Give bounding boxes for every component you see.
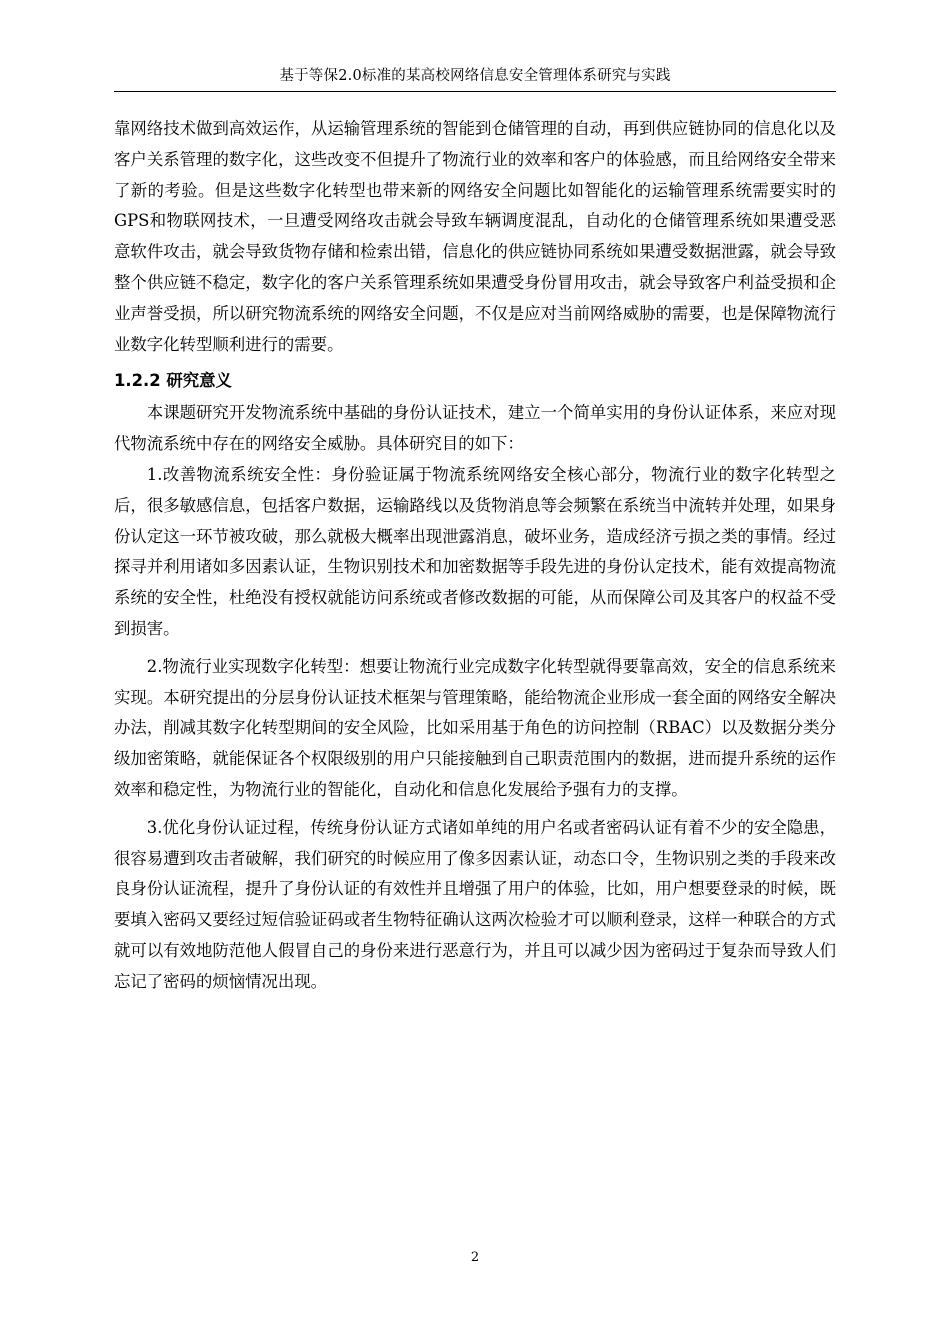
paragraph-item-3: 3.优化身份认证过程，传统身份认证方式诸如单纯的用户名或者密码认证有着不少的安全隐患，很容易遭到攻击者破解，我们研究的时候应用了像多因素认证，动态口令，生物识别之类的手段来改良身份认证流程，提升了身份认证的有效性并且增强了用户的体验，比如，用户想要登录的时候，既要填入密码又要经过短信验证码或者生物特征确认这两次检验才可以顺利登录，这样一种联合的方式就可以有效地防范他人假冒自己的身份来进行恶意行为，并且可以减少因为密码过于复杂而导致人们忘记了密码的烦恼情况出现。 (114, 817, 836, 991)
page-number: 2 (470, 1250, 480, 1265)
section-heading: 1.2.2 研究意义 (114, 371, 232, 391)
paragraph-gap (114, 806, 836, 813)
paragraph-purpose: 本课题研究开发物流系统中基础的身份认证技术，建立一个简单实用的身份认证体系，来应对现代物流系统中存在的网络安全威胁。具体研究目的如下： (114, 403, 836, 454)
paragraph-item-2: 2.物流行业实现数字化转型：想要让物流行业完成数字化转型就得要靠高效，安全的信息系统来实现。本研究提出的分层身份认证技术框架与管理策略，能给物流企业形成一套全面的网络安全解决办法，削减其数字化转型期间的安全风险，比如采用基于角色的访问控制（RBAC）以及数据分类分级加密策略，就能保证各个权限级别的用户只能接触到自己职责范围内的数据，进而提升系统的运作效率和稳定性，为物流行业的智能化，自动化和信息化发展给予强有力的支撑。 (114, 656, 836, 799)
paragraph-item-1: 1.改善物流系统安全性：身份验证属于物流系统网络安全核心部分，物流行业的数字化转型之后，很多敏感信息，包括客户数据，运输路线以及货物消息等会频繁在系统当中流转并处理，如果身份认定这一环节被攻破，那么就极大概率出现泄露消息，破坏业务，造成经济亏损之类的事情。经过探寻并利用诸如多因素认证，生物识别技术和加密数据等手段先进的身份认定技术，能有效提高物流系统的安全性，杜绝没有授权就能访问系统或者修改数据的可能，从而保障公司及其客户的权益不受到损害。 (114, 464, 836, 638)
paragraph-intro: 靠网络技术做到高效运作，从运输管理系统的智能到仓储管理的自动，再到供应链协同的信息化以及客户关系管理的数字化，这些改变不但提升了物流行业的效率和客户的体验感，而且给网络安全带来了新的考验。但是这些数字化转型也带来新的网络安全问题比如智能化的运输管理系统需要实时的GPS和物联网技术，一旦遭受网络攻击就会导致车辆调度混乱，自动化的仓储管理系统如果遭受恶意软件攻击，就会导致货物存储和检索出错，信息化的供应链协同系统如果遭受数据泄露，就会导致整个供应链不稳定，数字化的客户关系管理系统如果遭受身份冒用攻击，就会导致客户利益受损和企业声誉受损，所以研究物流系统的网络安全问题，不仅是应对当前网络威胁的需要，也是保障物流行业数字化转型顺利进行的需要。 (114, 119, 836, 354)
running-header: 基于等保2.0标准的某高校网络信息安全管理体系研究与实践 (279, 68, 671, 84)
paragraph-gap (114, 645, 836, 652)
header-rule (114, 91, 836, 92)
body-text (114, 114, 836, 998)
